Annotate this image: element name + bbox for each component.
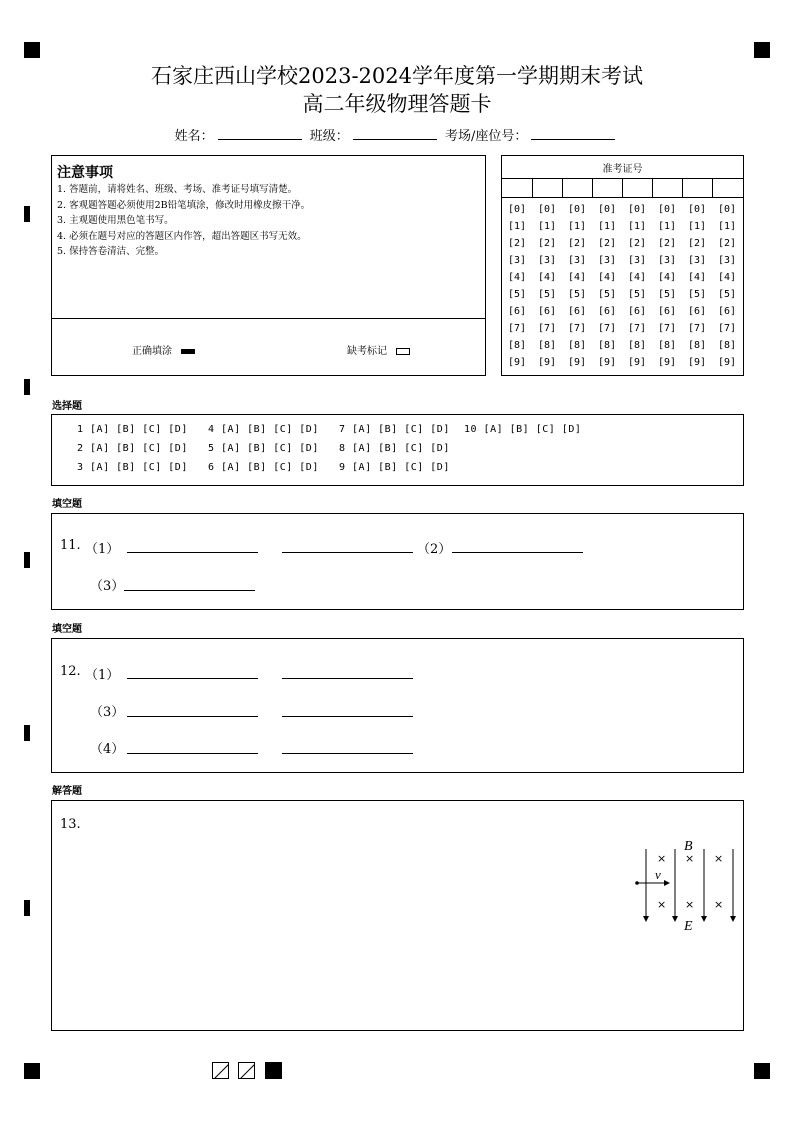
answer-blank[interactable] [282,753,413,754]
exam-id-digit-bubble[interactable]: [5] [597,289,617,300]
exam-id-write-cell[interactable] [592,178,622,197]
exam-id-digit-bubble[interactable]: [0] [567,204,587,215]
exam-id-digit-bubble[interactable]: [2] [507,238,527,249]
exam-id-digit-bubble[interactable]: [5] [717,289,737,300]
question-number: 11. [60,538,81,553]
exam-id-digit-bubble[interactable]: [5] [507,289,527,300]
exam-id-digit-bubble[interactable]: [9] [657,357,677,368]
exam-id-digit-bubble[interactable]: [9] [717,357,737,368]
velocity-label: v [655,867,661,882]
cross-mark: × [685,852,695,865]
answer-blank[interactable] [127,678,258,679]
timing-mark [24,379,30,395]
exam-id-digit-bubble[interactable]: [6] [597,306,617,317]
exam-id-write-cell[interactable] [532,178,562,197]
seat-field[interactable] [531,127,615,140]
sub-question-label: （3） [90,705,125,720]
choice-question[interactable]: 7 [A] [B] [C] [D] [339,424,450,435]
student-info-line [0,125,794,144]
exam-id-digit-bubble[interactable]: [7] [657,323,677,334]
exam-id-digit-bubble[interactable]: [7] [717,323,737,334]
exam-id-digit-bubble[interactable]: [6] [567,306,587,317]
exam-id-digit-bubble[interactable]: [2] [597,238,617,249]
notice-box [51,155,486,376]
exam-id-digit-bubble[interactable]: [0] [687,204,707,215]
exam-id-digit-bubble[interactable]: [7] [627,323,647,334]
page-mark-slash [212,1062,229,1079]
exam-id-digit-bubble[interactable]: [2] [627,238,647,249]
cross-mark: × [714,898,724,911]
electric-field-label: E [684,919,693,934]
cross-mark: × [714,852,724,865]
cross-mark: × [657,898,667,911]
absent-mark-label: 缺考标记 [347,346,387,357]
notice-title: 注意事项 [57,165,113,181]
exam-id-digit-bubble[interactable]: [8] [717,340,737,351]
exam-id-digit-bubble[interactable]: [8] [507,340,527,351]
choice-question[interactable]: 2 [A] [B] [C] [D] [77,443,188,454]
exam-id-digit-bubble[interactable]: [5] [657,289,677,300]
exam-id-digit-bubble[interactable]: [1] [537,221,557,232]
exam-id-digit-bubble[interactable]: [7] [537,323,557,334]
exam-id-digit-bubble[interactable]: [2] [537,238,557,249]
timing-mark [24,725,30,741]
timing-mark [24,552,30,568]
exam-id-digit-bubble[interactable]: [2] [657,238,677,249]
sub-question-label: （4） [90,742,125,757]
notice-divider [52,318,485,319]
exam-id-digit-bubble[interactable]: [0] [507,204,527,215]
filled-box-icon [181,349,195,354]
section-label-choice: 选择题 [52,401,82,412]
exam-id-digit-bubble[interactable]: [6] [657,306,677,317]
answer-blank[interactable] [127,716,258,717]
corner-mark-top-left [24,42,40,58]
exam-id-digit-bubble[interactable]: [0] [627,204,647,215]
name-label: 姓名： [174,129,214,144]
seat-label: 考场/座位号： [444,129,528,144]
exam-id-digit-bubble[interactable]: [6] [627,306,647,317]
exam-id-digit-bubble[interactable]: [5] [537,289,557,300]
corner-mark-bottom-left [24,1063,40,1079]
exam-id-digit-bubble[interactable]: [9] [537,357,557,368]
exam-id-digit-bubble[interactable]: [3] [717,255,737,266]
notice-item: 2. 客观题答题必须使用2B铅笔填涂，修改时用橡皮擦干净。 [57,199,311,211]
exam-id-digit-bubble[interactable]: [8] [657,340,677,351]
exam-id-digit-bubble[interactable]: [4] [507,272,527,283]
answer-blank[interactable] [127,552,258,553]
class-field[interactable] [353,127,437,140]
exam-id-digit-bubble[interactable]: [1] [627,221,647,232]
page-mark-filled [265,1062,282,1079]
answer-box-13[interactable] [51,800,744,1031]
exam-title: 石家庄西山学校2023-2024学年度第一学期期末考试 [151,64,643,88]
choice-question[interactable]: 9 [A] [B] [C] [D] [339,462,450,473]
exam-id-digit-bubble[interactable]: [1] [507,221,527,232]
section-label-answer: 解答题 [52,786,82,797]
correct-fill-example [132,342,195,357]
answer-sheet-title: 高二年级物理答题卡 [302,92,492,116]
exam-id-box [501,155,744,376]
notice-list [57,182,310,260]
question-number: 13. [60,817,81,832]
choice-question[interactable]: 6 [A] [B] [C] [D] [208,462,319,473]
notice-item: 5. 保持答卷清洁、完整。 [57,246,165,257]
exam-id-digit-bubble[interactable]: [6] [687,306,707,317]
exam-id-digit-bubble[interactable]: [8] [687,340,707,351]
exam-id-digit-bubble[interactable]: [4] [627,272,647,283]
choice-question[interactable]: 10 [A] [B] [C] [D] [464,424,582,435]
exam-id-write-cell[interactable] [682,178,712,197]
notice-item: 1. 答题前，请将姓名、班级、考场、准考证号填写清楚。 [57,184,298,195]
notice-item: 3. 主观题使用黑色笔书写。 [57,215,174,226]
exam-id-digit-bubble[interactable]: [9] [567,357,587,368]
exam-id-digit-bubble[interactable]: [9] [597,357,617,368]
exam-id-write-cell[interactable] [562,178,592,197]
exam-id-digit-bubble[interactable]: [7] [597,323,617,334]
answer-blank[interactable] [282,678,413,679]
exam-id-digit-bubble[interactable]: [6] [507,306,527,317]
sub-question-label: （3） [90,579,125,594]
exam-id-digit-bubble[interactable]: [5] [627,289,647,300]
exam-id-digit-bubble[interactable]: [4] [657,272,677,283]
corner-mark-bottom-right [754,1063,770,1079]
answer-blank[interactable] [282,716,413,717]
exam-id-digit-bubble[interactable]: [9] [627,357,647,368]
field-diagram [632,831,742,936]
choice-question[interactable]: 5 [A] [B] [C] [D] [208,443,319,454]
absent-mark-example [347,342,410,357]
notice-item: 4. 必须在题号对应的答题区内作答，超出答题区书写无效。 [57,230,307,242]
choice-question[interactable]: 3 [A] [B] [C] [D] [77,462,188,473]
exam-id-write-row-divider [502,197,743,198]
exam-id-digit-bubble[interactable]: [0] [657,204,677,215]
answer-blank[interactable] [282,552,413,553]
choice-box [51,414,744,486]
correct-fill-label: 正确填涂 [132,346,172,357]
exam-id-digit-bubble[interactable]: [4] [687,272,707,283]
exam-id-digit-bubble[interactable]: [1] [657,221,677,232]
exam-id-write-cell[interactable] [712,178,742,197]
exam-id-digit-bubble[interactable]: [1] [717,221,737,232]
exam-id-digit-bubble[interactable]: [1] [567,221,587,232]
section-label-fill: 填空题 [52,499,82,510]
exam-id-digit-bubble[interactable]: [3] [567,255,587,266]
cross-mark: × [657,852,667,865]
sub-question-label: （1） [85,668,120,683]
exam-id-digit-bubble[interactable]: [6] [717,306,737,317]
exam-id-digit-bubble[interactable]: [9] [507,357,527,368]
exam-id-digit-bubble[interactable]: [3] [537,255,557,266]
exam-id-digit-bubble[interactable]: [0] [537,204,557,215]
exam-id-digit-bubble[interactable]: [3] [657,255,677,266]
sub-question-label: （1） [85,542,120,557]
exam-id-digit-bubble[interactable]: [2] [687,238,707,249]
exam-id-digit-bubble[interactable]: [3] [507,255,527,266]
absent-mark-box[interactable] [396,348,410,355]
answer-blank[interactable] [452,552,583,553]
exam-id-write-cell[interactable] [622,178,652,197]
exam-id-digit-bubble[interactable]: [1] [687,221,707,232]
fill-box-11 [51,513,744,610]
exam-id-digit-bubble[interactable]: [7] [567,323,587,334]
exam-id-title: 准考证号 [602,164,643,175]
exam-id-write-cell[interactable] [502,178,532,197]
cross-mark: × [685,898,695,911]
exam-id-digit-bubble[interactable]: [7] [507,323,527,334]
timing-mark [24,206,30,222]
exam-id-digit-bubble[interactable]: [8] [597,340,617,351]
exam-id-digit-bubble[interactable]: [0] [717,204,737,215]
fill-box-12 [51,638,744,773]
exam-id-digit-bubble[interactable]: [6] [537,306,557,317]
exam-id-digit-bubble[interactable]: [9] [687,357,707,368]
exam-id-digit-bubble[interactable]: [8] [567,340,587,351]
timing-mark [24,900,30,916]
sub-question-label: （2） [417,542,452,557]
exam-id-digit-bubble[interactable]: [2] [567,238,587,249]
choice-question[interactable]: 1 [A] [B] [C] [D] [77,424,188,435]
choice-question[interactable]: 4 [A] [B] [C] [D] [208,424,319,435]
exam-id-digit-bubble[interactable]: [1] [597,221,617,232]
exam-id-write-cell[interactable] [652,178,682,197]
exam-id-digit-bubble[interactable]: [3] [597,255,617,266]
exam-id-digit-bubble[interactable]: [4] [537,272,557,283]
exam-id-digit-bubble[interactable]: [8] [627,340,647,351]
exam-id-digit-bubble[interactable]: [4] [597,272,617,283]
exam-id-digit-bubble[interactable]: [4] [567,272,587,283]
class-label: 班级： [309,129,349,144]
question-number: 12. [60,664,81,679]
name-field[interactable] [218,127,302,140]
answer-blank[interactable] [124,590,255,591]
magnetic-field-label: B [684,839,693,854]
exam-id-digit-bubble[interactable]: [4] [717,272,737,283]
exam-id-digit-bubble[interactable]: [3] [627,255,647,266]
choice-question[interactable]: 8 [A] [B] [C] [D] [339,443,450,454]
page-mark-slash [238,1062,255,1079]
exam-id-digit-bubble[interactable]: [3] [687,255,707,266]
corner-mark-top-right [754,42,770,58]
exam-id-digit-bubble[interactable]: [8] [537,340,557,351]
exam-id-digit-bubble[interactable]: [5] [567,289,587,300]
exam-id-digit-bubble[interactable]: [5] [687,289,707,300]
answer-blank[interactable] [127,753,258,754]
section-label-fill: 填空题 [52,624,82,635]
exam-id-digit-bubble[interactable]: [0] [597,204,617,215]
exam-id-digit-bubble[interactable]: [7] [687,323,707,334]
exam-id-digit-bubble[interactable]: [2] [717,238,737,249]
